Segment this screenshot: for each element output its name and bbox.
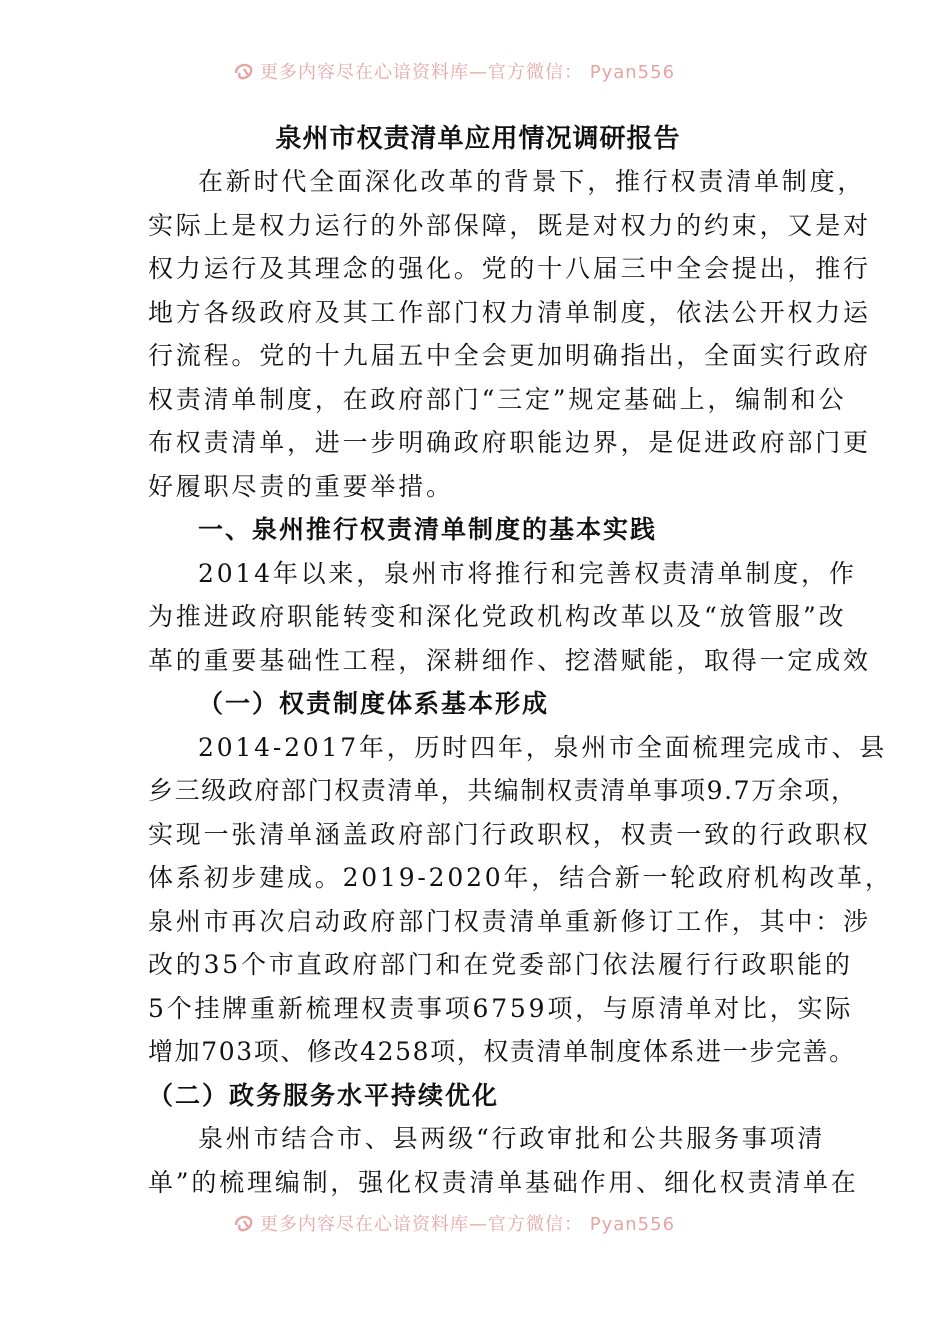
watermark-top <box>232 56 732 86</box>
paragraph-line: 泉州市再次启动政府部门权责清单重新修订工作，其中：涉 <box>148 906 871 936</box>
paragraph-line: 布权责清单，进一步明确政府职能边界，是促进政府部门更 <box>148 428 871 457</box>
watermark-text: 更多内容尽在心谙资料库—官方微信： Pyan556 <box>260 1214 676 1235</box>
paragraph-line: 地方各级政府及其工作部门权力清单制度，依法公开权力运 <box>148 297 871 327</box>
paragraph-line: 体系初步建成。2019-2020年，结合新一轮政府机构改革， <box>148 863 893 892</box>
paragraph-line: 5个挂牌重新梳理权责事项6759项，与原清单对比，实际 <box>148 993 854 1023</box>
paragraph-line: 实际上是权力运行的外部保障，既是对权力的约束，又是对 <box>148 210 871 240</box>
paragraph-line: 单”的梳理编制，强化权责清单基础作用、细化权责清单在 <box>148 1167 859 1197</box>
section-heading: 一、泉州推行权责清单制度的基本实践 <box>198 515 658 544</box>
paragraph-line: 实现一张清单涵盖政府部门行政职权，权责一致的行政职权 <box>148 819 871 849</box>
watermark-text: 更多内容尽在心谙资料库—官方微信： Pyan556 <box>260 62 676 83</box>
paragraph-line: 乡三级政府部门权责清单，共编制权责清单事项9.7万余项， <box>148 776 858 805</box>
paragraph-line: 权责清单制度，在政府部门“三定”规定基础上，编制和公 <box>148 384 847 414</box>
paragraph-line: 革的重要基础性工程，深耕细作、挖潜赋能，取得一定成效 <box>148 645 871 675</box>
page-title: 泉州市权责清单应用情况调研报告 <box>275 124 681 154</box>
subsection-heading: （一）权责制度体系基本形成 <box>198 689 550 718</box>
paragraph-line: 权力运行及其理念的强化。党的十八届三中全会提出，推行 <box>148 254 871 283</box>
paragraph-line: 2014年以来，泉州市将推行和完善权责清单制度，作 <box>198 558 857 588</box>
paragraph-line: 为推进政府职能转变和深化党政机构改革以及“放管服”改 <box>148 602 847 631</box>
paragraph-line: 好履职尽责的重要举措。 <box>148 471 454 501</box>
paragraph-line: 改的35个市直政府部门和在党委部门依法履行行政职能的 <box>148 950 853 979</box>
subsection-heading: （二）政务服务水平持续优化 <box>148 1080 500 1110</box>
paragraph-line: 2014-2017年，历时四年，泉州市全面梳理完成市、县 <box>198 732 888 762</box>
watermark-logo-icon <box>232 59 256 83</box>
paragraph-line: 在新时代全面深化改革的背景下，推行权责清单制度， <box>198 167 866 196</box>
watermark-logo-icon <box>232 1211 256 1235</box>
paragraph-line: 增加703项、修改4258项，权责清单制度体系进一步完善。 <box>148 1037 856 1066</box>
paragraph-line: 行流程。党的十九届五中全会更加明确指出，全面实行政府 <box>148 341 871 370</box>
document-body <box>148 160 893 1204</box>
paragraph-line: 泉州市结合市、县两级“行政审批和公共服务事项清 <box>198 1124 826 1153</box>
watermark-bottom <box>232 1208 732 1238</box>
